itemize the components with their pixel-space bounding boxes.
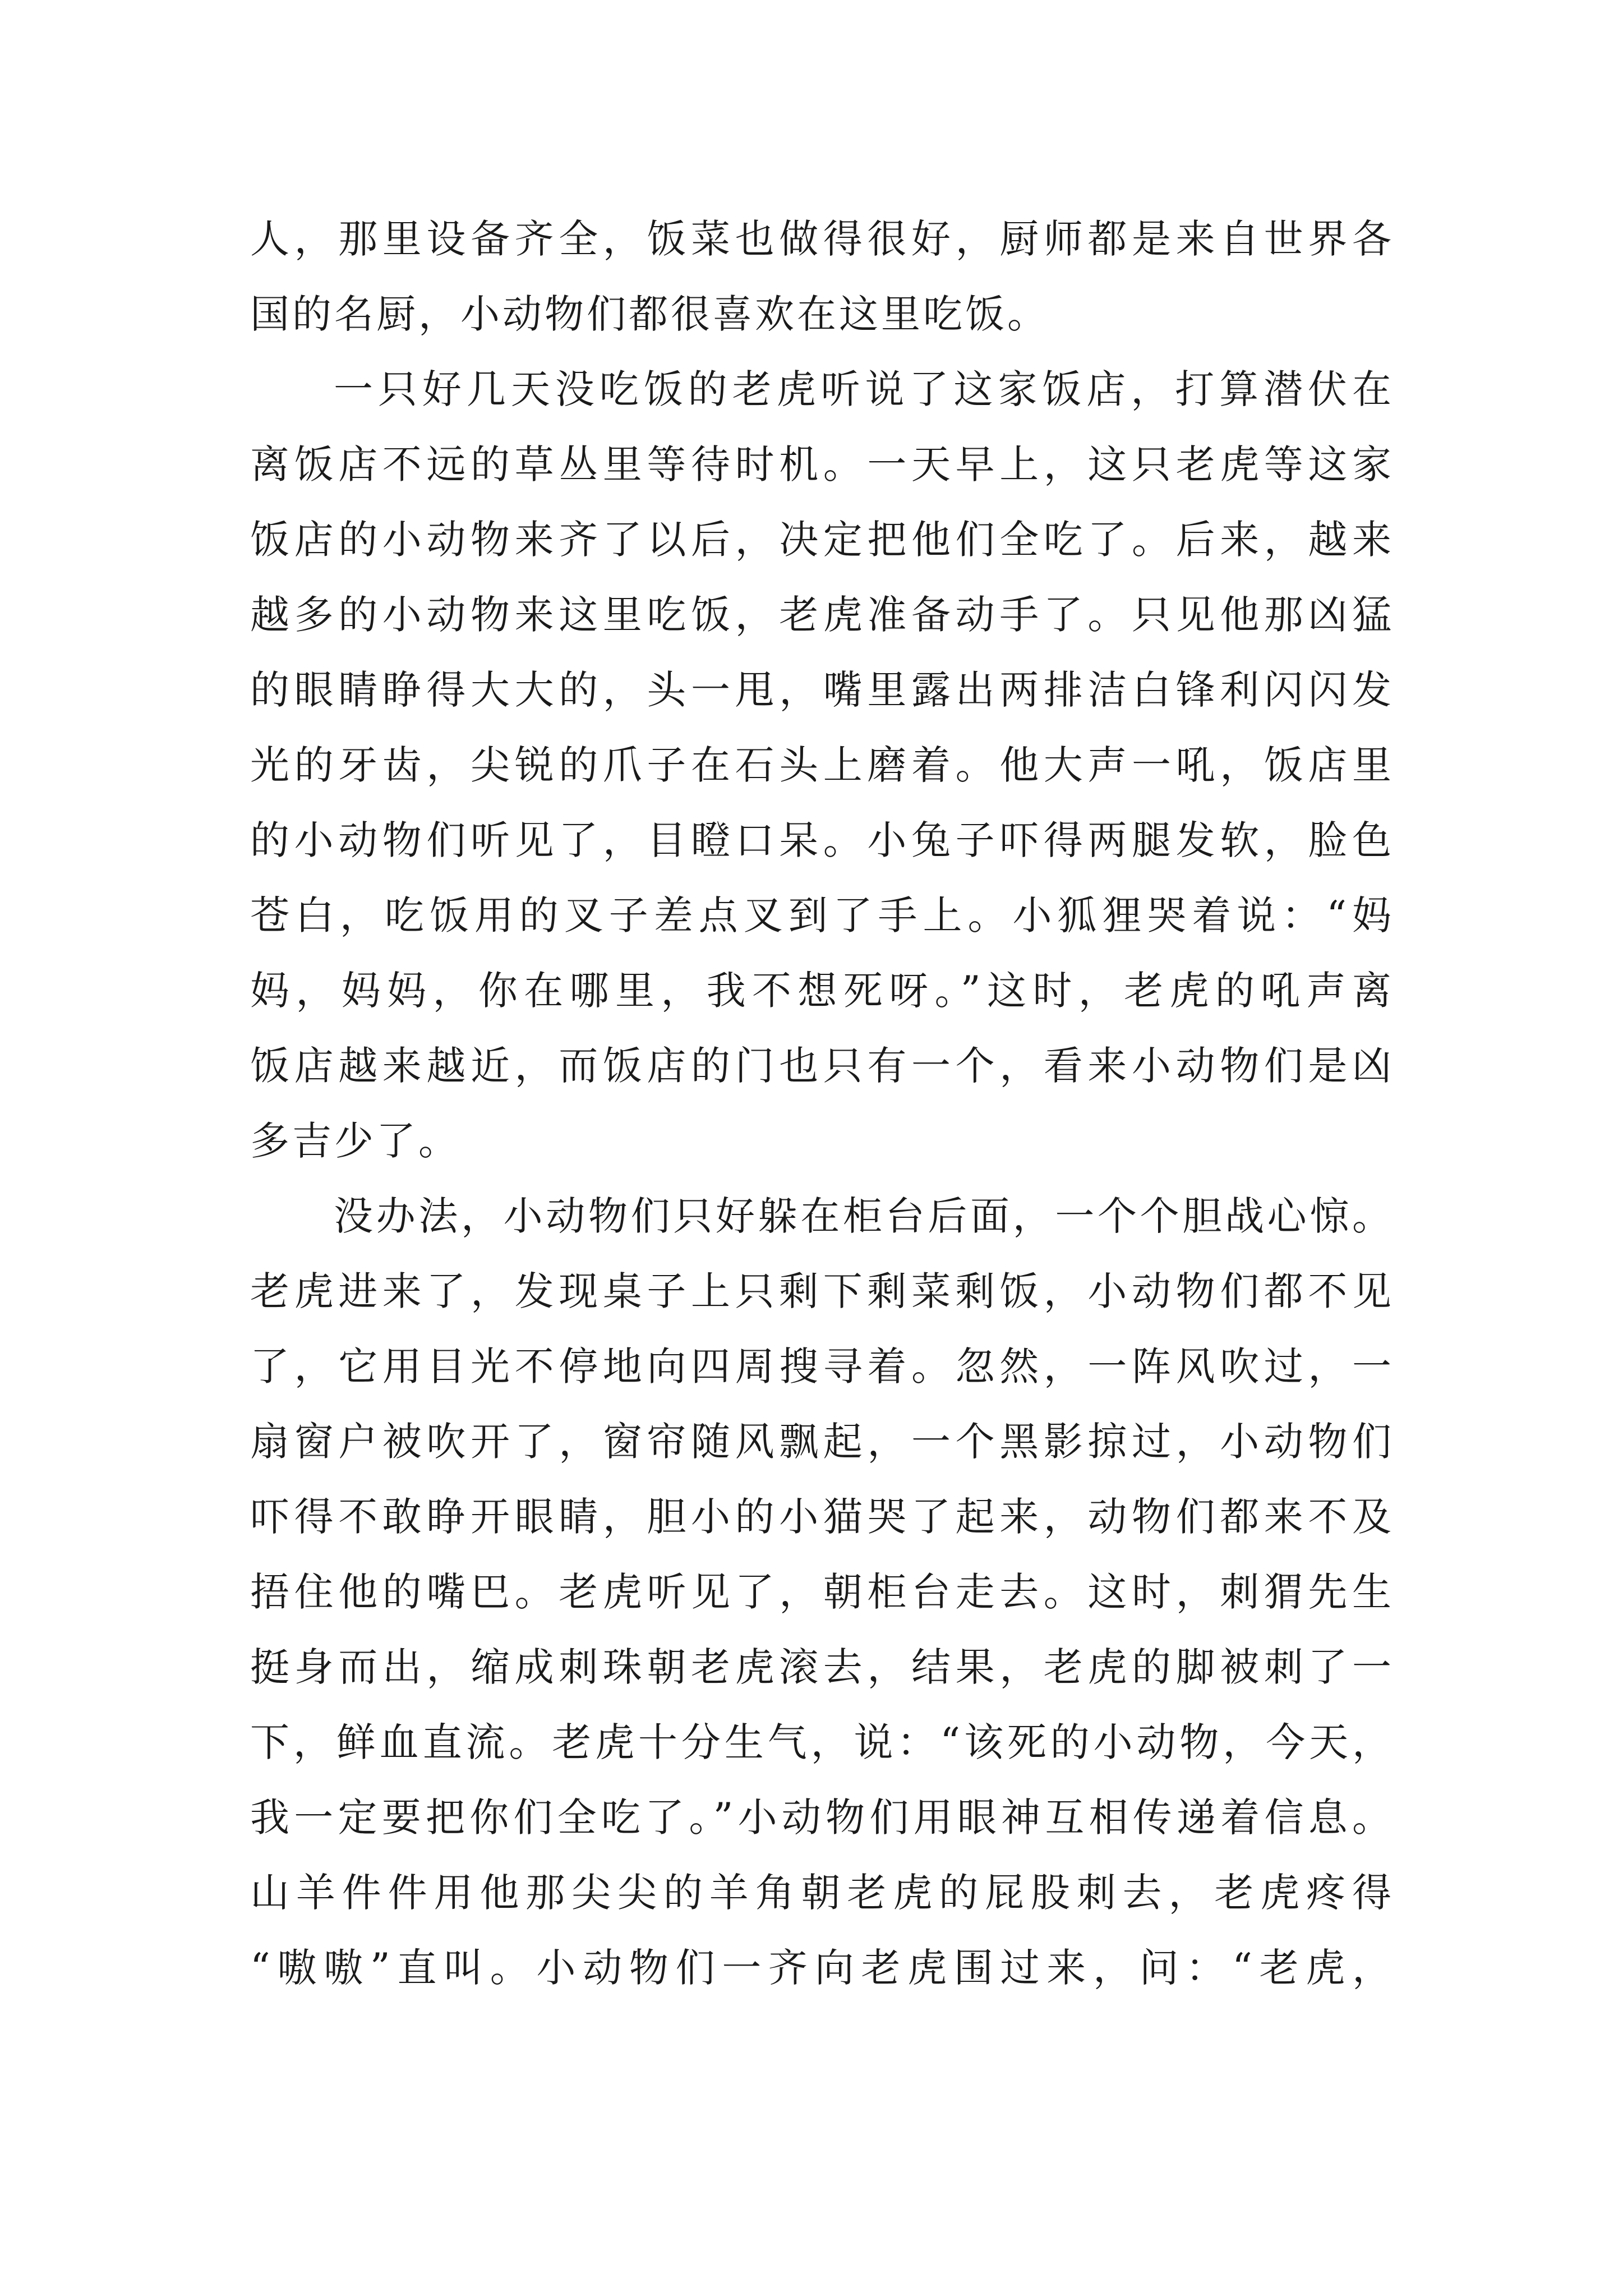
text-line: 苍白，吃饭用的叉子差点叉到了手上。小狐狸哭着说：“妈	[250, 892, 1394, 938]
text-line: 人，那里设备齐全，饭菜也做得很好，厨师都是来自世界各	[250, 216, 1394, 262]
text-line: 国的名厨，小动物们都很喜欢在这里吃饭。	[250, 291, 1049, 337]
text-line: 离饭店不远的草丛里等待时机。一天早上，这只老虎等这家	[250, 441, 1394, 487]
text-line: 山羊件件用他那尖尖的羊角朝老虎的屁股刺去，老虎疼得	[250, 1870, 1394, 1916]
text-line: 扇窗户被吹开了，窗帘随风飘起，一个黑影掠过，小动物们	[250, 1419, 1394, 1465]
text-line: 我一定要把你们全吃了。”小动物们用眼神互相传递着信息。	[250, 1795, 1394, 1841]
text-line: 多吉少了。	[250, 1118, 460, 1164]
text-line: 捂住他的嘴巴。老虎听见了，朝柜台走去。这时，刺猬先生	[250, 1569, 1394, 1615]
text-line: 的小动物们听见了，目瞪口呆。小兔子吓得两腿发软，脸色	[250, 817, 1394, 863]
text-line: 妈，妈妈，你在哪里，我不想死呀。”这时，老虎的吼声离	[250, 968, 1394, 1014]
text-line: 老虎进来了，发现桌子上只剩下剩菜剩饭，小动物们都不见	[250, 1268, 1394, 1314]
text-line: 饭店越来越近，而饭店的门也只有一个，看来小动物们是凶	[250, 1043, 1394, 1089]
text-line: 光的牙齿，尖锐的爪子在石头上磨着。他大声一吼，饭店里	[250, 742, 1394, 788]
text-line: 一只好几天没吃饭的老虎听说了这家饭店，打算潜伏在	[334, 366, 1394, 412]
text-line: 越多的小动物来这里吃饭，老虎准备动手了。只见他那凶猛	[250, 592, 1394, 638]
text-line: “嗷嗷”直叫。小动物们一齐向老虎围过来，问：“老虎，	[250, 1945, 1394, 1991]
text-line: 吓得不敢睁开眼睛，胆小的小猫哭了起来，动物们都来不及	[250, 1494, 1394, 1540]
text-line: 饭店的小动物来齐了以后，决定把他们全吃了。后来，越来	[250, 517, 1394, 563]
text-line: 挺身而出，缩成刺珠朝老虎滚去，结果，老虎的脚被刺了一	[250, 1644, 1394, 1690]
text-line: 下，鲜血直流。老虎十分生气，说：“该死的小动物，今天，	[250, 1719, 1394, 1765]
text-line: 没办法，小动物们只好躲在柜台后面，一个个胆战心惊。	[334, 1193, 1394, 1239]
text-line: 的眼睛睁得大大的，头一甩，嘴里露出两排洁白锋利闪闪发	[250, 667, 1394, 713]
text-line: 了，它用目光不停地向四周搜寻着。忽然，一阵风吹过，一	[250, 1343, 1394, 1389]
